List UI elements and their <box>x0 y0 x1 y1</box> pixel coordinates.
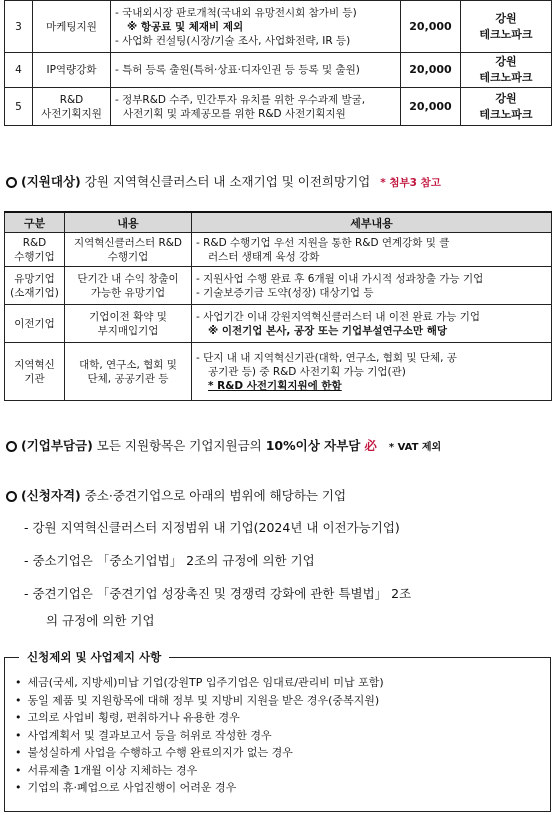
target-row <box>5 343 552 401</box>
eligibility-item: - 중견기업은 「중견기업 성장촉진 및 경쟁력 강화에 관한 특별법」 2조 <box>24 586 412 601</box>
target-category <box>5 343 65 401</box>
text-line: 유망기업 <box>14 272 55 285</box>
circle-bullet-icon <box>6 177 17 188</box>
eligibility-heading: (신청자격) <box>21 488 81 503</box>
text-line: 이전기업 <box>14 317 55 330</box>
program-row <box>5 88 552 126</box>
exclusion-list <box>5 658 550 797</box>
burden-bold: 10%이상 자부담 <box>265 438 361 453</box>
circle-bullet-icon <box>6 491 17 502</box>
eligibility-text: 중소·중견기업으로 아래의 범위에 해당하는 기업 <box>84 488 347 503</box>
text-line: 단체, 공공기관 등 <box>87 372 169 385</box>
burden-text: 모든 지원항목은 기업지원금의 <box>96 438 262 453</box>
detail-emphasis: ※ 이전기업 본사, 공장 또는 기업부설연구소만 해당 <box>208 324 447 337</box>
detail-line: 러스터 생태계 육성 강화 <box>208 250 320 263</box>
text-line: 강원 <box>495 91 517 105</box>
target-row <box>5 267 552 305</box>
program-name <box>33 53 111 88</box>
target-detail <box>192 305 552 343</box>
program-amount: 20,000 <box>401 1 461 53</box>
burden-note: * VAT 제외 <box>388 442 442 453</box>
program-organization <box>461 88 552 126</box>
header-detail: 세부내용 <box>192 212 552 233</box>
text-line: 강원 <box>495 11 517 25</box>
eligibility-item: - 중소기업은 「중소기업법」 2조의 규정에 의한 기업 <box>24 553 315 568</box>
burden-heading: (기업부담금) <box>21 438 93 453</box>
target-detail <box>192 267 552 305</box>
target-category <box>5 305 65 343</box>
text-line: 부지매입기업 <box>97 324 159 337</box>
text-line: (소재기업) <box>10 286 59 299</box>
text-line: 테크노파크 <box>479 71 533 84</box>
program-name <box>33 88 111 126</box>
program-description <box>111 53 401 88</box>
detail-line: - 사업기간 이내 강원지역혁신클러스터 내 이전 완료 가능 기업 <box>196 310 481 323</box>
exclusion-item: • 사업계획서 및 결과보고서 등을 허위로 작성한 경우 <box>15 727 550 745</box>
row-number: 4 <box>5 53 33 88</box>
program-amount: 20,000 <box>401 53 461 88</box>
text-line: IP역량강화 <box>46 64 97 76</box>
detail-line: 공기관 등) 중 R&D 사전기획 가능 기업(관) <box>208 365 406 378</box>
burden-section <box>6 437 441 457</box>
target-table <box>4 211 552 401</box>
text-line: 가능한 유망기업 <box>90 286 166 299</box>
circle-bullet-icon <box>6 441 17 452</box>
detail-note-text: * R&D 사전기획지원에 한함 <box>208 379 342 392</box>
exclusion-item: • 동일 제품 및 지원항목에 대해 정부 및 지방비 지원을 받은 경우(중복지원) <box>15 692 550 710</box>
text-line: 강원 <box>495 55 517 68</box>
text-line: 대학, 연구소, 협회 및 <box>79 358 177 371</box>
burden-mark: 必 <box>364 438 377 453</box>
exclusion-item: • 불성실하게 사업을 수행하고 수행 완료의지가 없는 경우 <box>15 744 550 762</box>
target-section <box>6 173 441 192</box>
program-description <box>111 1 401 53</box>
exclusion-box <box>4 650 551 812</box>
eligibility-item-cont: 의 규정에 의한 기업 <box>46 613 155 628</box>
text-line: 지역혁신 <box>14 358 55 371</box>
target-row <box>5 233 552 267</box>
text-line: 지역혁신클러스터 R&D <box>73 236 183 249</box>
detail-line: - 지원사업 수행 완료 후 6개월 이내 가시적 성과창출 가능 기업 <box>196 272 484 285</box>
text-line: 사전기획지원 <box>41 107 102 120</box>
text-line: 단기간 내 수익 창출이 <box>77 272 179 285</box>
text-line: 수행기업 <box>107 250 149 263</box>
description-line: - 국내외시장 판로개척(국내외 유망전시회 참가비 등) <box>115 6 357 19</box>
target-content <box>65 305 192 343</box>
text-line: 마케팅지원 <box>46 20 97 33</box>
target-text: 강원 지역혁신클러스터 내 소재기업 및 이전희망기업 <box>84 174 371 189</box>
target-content <box>65 267 192 305</box>
target-detail <box>192 343 552 401</box>
program-description <box>111 88 401 126</box>
target-category <box>5 233 65 267</box>
description-line: - 특허 등록 출원(특허·상표·디자인권 등 등록 및 출원) <box>115 64 360 76</box>
target-row <box>5 305 552 343</box>
row-number: 5 <box>5 88 33 126</box>
text-line: 테크노파크 <box>479 107 533 121</box>
target-heading: (지원대상) <box>21 174 81 189</box>
program-organization <box>461 53 552 88</box>
program-row <box>5 53 552 88</box>
exclusion-item: • 고의로 사업비 횡령, 편취하거나 유용한 경우 <box>15 709 550 727</box>
program-amount: 20,000 <box>401 88 461 126</box>
text-line: R&D <box>59 93 84 106</box>
program-organization <box>461 1 552 53</box>
target-detail <box>192 233 552 267</box>
description-line: - 사업화 컨설팅(시장/기술 조사, 사업화전략, IR 등) <box>115 34 351 47</box>
exclusion-item: • 기업의 휴·폐업으로 사업진행이 어려운 경우 <box>15 779 550 797</box>
text-line: 테크노파크 <box>479 27 533 41</box>
detail-line: - R&D 수행기업 우선 지원을 통한 R&D 연계강화 및 클 <box>196 236 450 249</box>
exclusion-title: 신청제외 및 사업제지 사항 <box>19 649 169 665</box>
detail-line: - 기술보증기금 도약(성장) 대상기업 등 <box>196 286 374 299</box>
text-line: R&D <box>22 236 47 249</box>
exclusion-item: • 세금(국세, 지방세)미납 기업(강원TP 입주기업은 임대료/관리비 미납 포함) <box>15 674 550 692</box>
detail-note <box>196 379 547 393</box>
target-content <box>65 343 192 401</box>
exclusion-item: • 서류제출 1개월 이상 지체하는 경우 <box>15 762 550 780</box>
target-content <box>65 233 192 267</box>
program-row <box>5 1 552 53</box>
description-line: ※ 항공료 및 체재비 제외 <box>127 20 244 33</box>
description-line: 사전기획 및 과제공모를 위한 R&D 사전기획지원 <box>123 107 346 120</box>
text-line: 기업이전 확약 및 <box>89 310 167 323</box>
eligibility-item: - 강원 지역혁신클러스터 지정범위 내 기업(2024년 내 이전가능기업) <box>24 520 400 535</box>
program-table <box>4 0 552 126</box>
text-line: 수행기업 <box>14 250 55 263</box>
row-number: 3 <box>5 1 33 53</box>
target-category <box>5 267 65 305</box>
target-note: * 첨부3 참고 <box>380 177 441 189</box>
eligibility-section <box>6 487 346 505</box>
program-name <box>33 1 111 53</box>
header-content: 내용 <box>65 212 192 233</box>
header-category: 구분 <box>5 212 65 233</box>
detail-line: - 단지 내 내 지역혁신기관(대학, 연구소, 협회 및 단체, 공 <box>196 351 457 364</box>
description-line: - 정부R&D 수주, 민간투자 유치를 위한 우수과제 발굴, <box>115 93 366 106</box>
text-line: 기관 <box>24 372 45 385</box>
